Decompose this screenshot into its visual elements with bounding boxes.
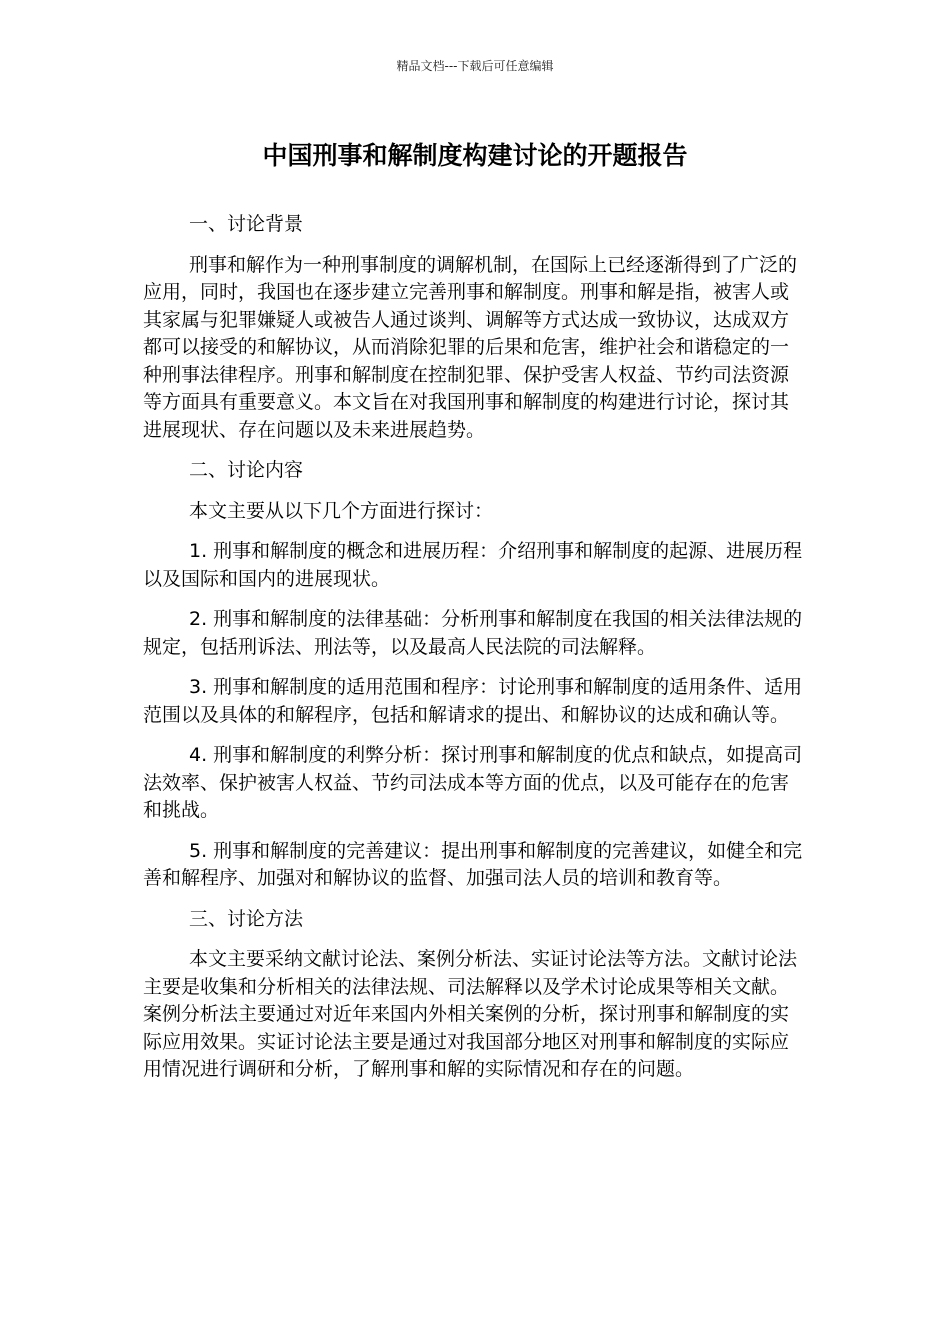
section-heading-method: 三、讨论方法 — [189, 907, 304, 930]
content-item-2: 2. 刑事和解制度的法律基础：分析刑事和解制度在我国的相关法律法规的规定，包括刑诉法、刑法等，以及最高人民法院的司法解释。 — [143, 608, 803, 658]
section-heading-content: 二、讨论内容 — [189, 459, 304, 481]
background-paragraph: 刑事和解作为一种刑事制度的调解机制，在国际上已经逐渐得到了广泛的应用，同时，我国也在逐步建立完善刑事和解制度。刑事和解是指，被害人或其家属与犯罪嫌疑人或被告人通过谈判、调解等方式达成一致协议，达成双方都可以接受的和解协议，从而消除犯罪的后果和危害，维护社会和谐稳定的一种刑事法律程序。刑事和解制度在控制犯罪、保护受害人权益、节约司法资源等方面具有重要意义。本文旨在对我国刑事和解制度的构建进行讨论，探讨其进展现状、存在问题以及未来进展趋势。 — [143, 253, 798, 441]
content-item-3: 3. 刑事和解制度的适用范围和程序：讨论刑事和解制度的适用条件、适用范围以及具体的和解程序，包括和解请求的提出、和解协议的达成和确认等。 — [143, 676, 803, 726]
content-intro: 本文主要从以下几个方面进行探讨： — [189, 499, 494, 522]
section-heading-background: 一、讨论背景 — [189, 213, 304, 235]
content-item-5: 5. 刑事和解制度的完善建议：提出刑事和解制度的完善建议，如健全和完善和解程序、加强对和解协议的监督、加强司法人员的培训和教育等。 — [143, 839, 803, 889]
content-item-4: 4. 刑事和解制度的利弊分析：探讨刑事和解制度的优点和缺点，如提高司法效率、保护被害人权益、节约司法成本等方面的优点，以及可能存在的危害和挑战。 — [143, 744, 803, 821]
method-paragraph: 本文主要采纳文献讨论法、案例分析法、实证讨论法等方法。文献讨论法主要是收集和分析相关的法律法规、司法解释以及学术讨论成果等相关文献。案例分析法主要通过对近年来国内外相关案例的分析，探讨刑事和解制度的实际应用效果。实证讨论法主要是通过对我国部分地区对刑事和解制度的实际应用情况进行调研和分析，了解刑事和解的实际情况和存在的问题。 — [143, 948, 798, 1080]
document-body — [143, 211, 807, 1097]
header-note: 精品文档---下载后可任意编辑 — [396, 59, 554, 73]
document-title: 中国刑事和解制度构建讨论的开题报告 — [262, 141, 688, 170]
content-item-1: 1. 刑事和解制度的概念和进展历程：介绍刑事和解制度的起源、进展历程以及国际和国内的进展现状。 — [143, 540, 803, 590]
